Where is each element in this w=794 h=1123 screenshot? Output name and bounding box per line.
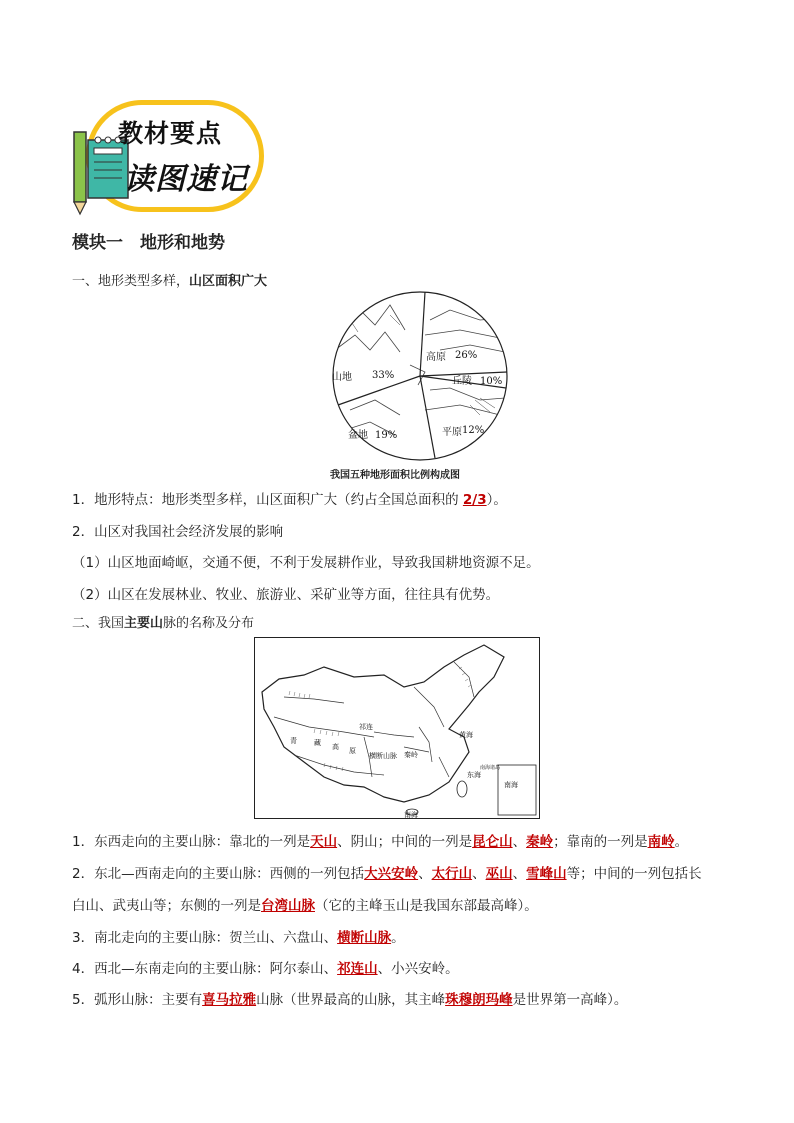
terrain-pie-chart	[330, 290, 510, 462]
mountains-ns: 3．南北走向的主要山脉：贺兰山、六盘山、横断山脉。	[72, 930, 405, 946]
para-impact-2: （2）山区在发展林业、牧业、旅游业、采矿业等方面，往往具有优势。	[72, 587, 500, 603]
svg-text:藏: 藏	[314, 739, 321, 747]
svg-text:南海: 南海	[404, 811, 418, 819]
badge-title-line1: 教材要点	[118, 119, 223, 148]
section-badge	[72, 98, 268, 216]
svg-text:秦岭: 秦岭	[404, 751, 418, 759]
svg-text:祁连: 祁连	[359, 723, 373, 731]
pie-value-2: 12%	[462, 425, 485, 436]
pie-value-4: 33%	[372, 370, 395, 381]
para-feature: 1．地形特点：地形类型多样，山区面积广大（约占全国总面积的 2/3）。	[72, 492, 507, 508]
para-impact-heading: 2．山区对我国社会经济发展的影响	[72, 524, 284, 540]
svg-text:高: 高	[332, 743, 339, 751]
mountains-nw-se: 4．西北—东南走向的主要山脉：阿尔泰山、祁连山、小兴安岭。	[72, 961, 459, 977]
mountains-arc: 5．弧形山脉：主要有喜马拉雅山脉（世界最高的山脉，其主峰珠穆朗玛峰是世界第一高峰）。	[72, 992, 628, 1008]
svg-text:南海: 南海	[504, 781, 518, 789]
pie-value-0: 26%	[455, 350, 478, 361]
svg-text:南海诸岛: 南海诸岛	[480, 765, 501, 771]
pie-caption: 我国五种地形面积比例构成图	[330, 470, 460, 481]
pie-value-1: 10%	[480, 376, 503, 387]
svg-text:东海: 东海	[467, 771, 481, 779]
mountains-ne-sw-cont: 白山、武夷山等；东侧的一列是台湾山脉（它的主峰玉山是我国东部最高峰）。	[72, 898, 538, 914]
svg-text:横断山脉: 横断山脉	[369, 752, 397, 760]
china-mountains-map	[254, 637, 540, 819]
para-impact-1: （1）山区地面崎岖，交通不便，不利于发展耕作业，导致我国耕地资源不足。	[72, 555, 540, 571]
pie-label-4: 山地	[332, 372, 352, 383]
pie-value-3: 19%	[375, 430, 398, 441]
section2-heading: 二、我国主要山脉的名称及分布	[72, 616, 255, 631]
keyword-two-thirds: 2/3	[462, 492, 487, 508]
module-title: 模块一 地形和地势	[72, 233, 225, 253]
svg-text:青: 青	[290, 737, 297, 745]
svg-text:原: 原	[349, 747, 356, 755]
mountains-ne-sw: 2．东北—西南走向的主要山脉：西侧的一列包括大兴安岭、太行山、巫山、雪峰山等；中间的一列包括长	[72, 866, 702, 882]
pie-label-0: 高原	[426, 352, 446, 363]
badge-title-line2: 读图速记	[124, 162, 248, 197]
pie-label-1: 丘陵	[452, 376, 472, 387]
south-sea-inset	[498, 765, 536, 815]
pie-label-2: 平原	[442, 427, 462, 438]
mountains-ew: 1．东西走向的主要山脉：靠北的一列是天山、阴山；中间的一列是昆仑山、秦岭；靠南的一列是南岭。	[72, 834, 689, 850]
svg-text:黄海: 黄海	[459, 731, 473, 739]
section1-heading: 一、地形类型多样，山区面积广大	[72, 274, 268, 289]
pie-label-3: 盆地	[348, 430, 368, 441]
